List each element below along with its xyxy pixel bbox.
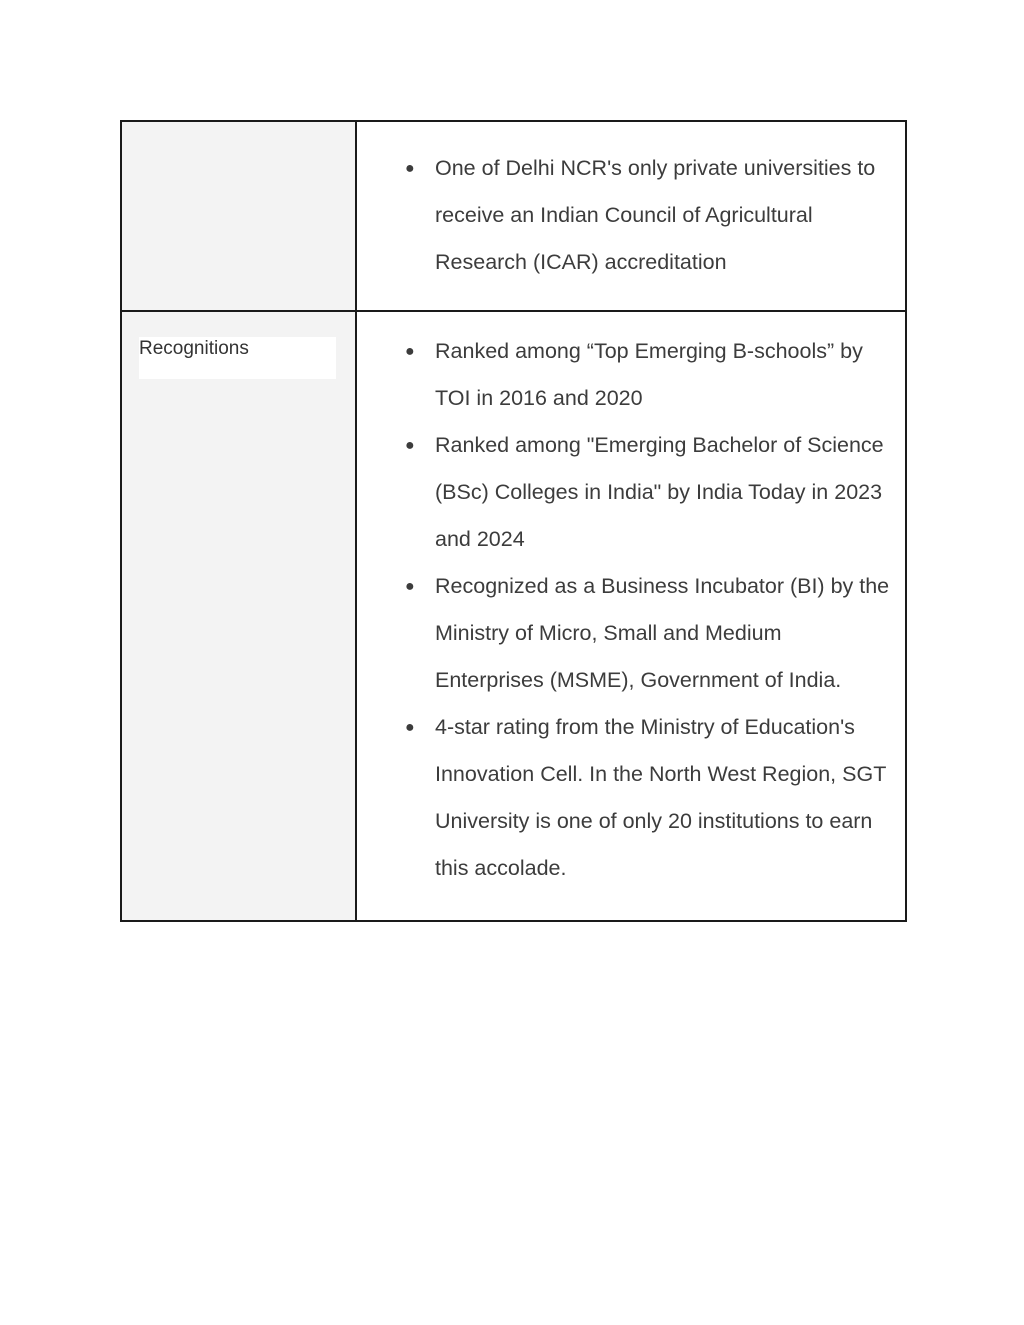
bullet-list (357, 145, 905, 286)
bullet-icon: ● (405, 578, 415, 595)
list-item-text: Ranked among "Emerging Bachelor of Science (BSc) Colleges in India" by India Today in 2023 and 2024 (435, 433, 884, 551)
info-table (120, 120, 907, 922)
row-content-cell (356, 121, 906, 311)
bullet-icon: ● (405, 343, 415, 360)
list-item-text: Ranked among “Top Emerging B-schools” by TOI in 2016 and 2020 (435, 339, 863, 410)
list-item (357, 563, 905, 704)
bullet-icon: ● (405, 160, 415, 177)
bullet-icon: ● (405, 719, 415, 736)
row-content-cell (356, 311, 906, 921)
table-row (121, 311, 906, 921)
bullet-list (357, 328, 905, 892)
list-item-text: One of Delhi NCR's only private universities to receive an Indian Council of Agricultural Research (ICAR) accreditation (435, 156, 876, 274)
row-label-cell (121, 311, 356, 921)
bullet-icon: ● (405, 437, 415, 454)
list-item (357, 422, 905, 563)
recognitions-label: Recognitions (139, 337, 336, 379)
row-label-cell (121, 121, 356, 311)
list-item-text: Recognized as a Business Incubator (BI) by the Ministry of Micro, Small and Medium Enterprises (MSME), Government of India. (435, 574, 890, 692)
list-item (357, 328, 905, 422)
table-row (121, 121, 906, 311)
list-item-text: 4-star rating from the Ministry of Education's Innovation Cell. In the North West Region, SGT University is one of only 20 institutions to earn this accolade. (435, 715, 886, 880)
list-item (357, 145, 905, 286)
list-item (357, 704, 905, 892)
